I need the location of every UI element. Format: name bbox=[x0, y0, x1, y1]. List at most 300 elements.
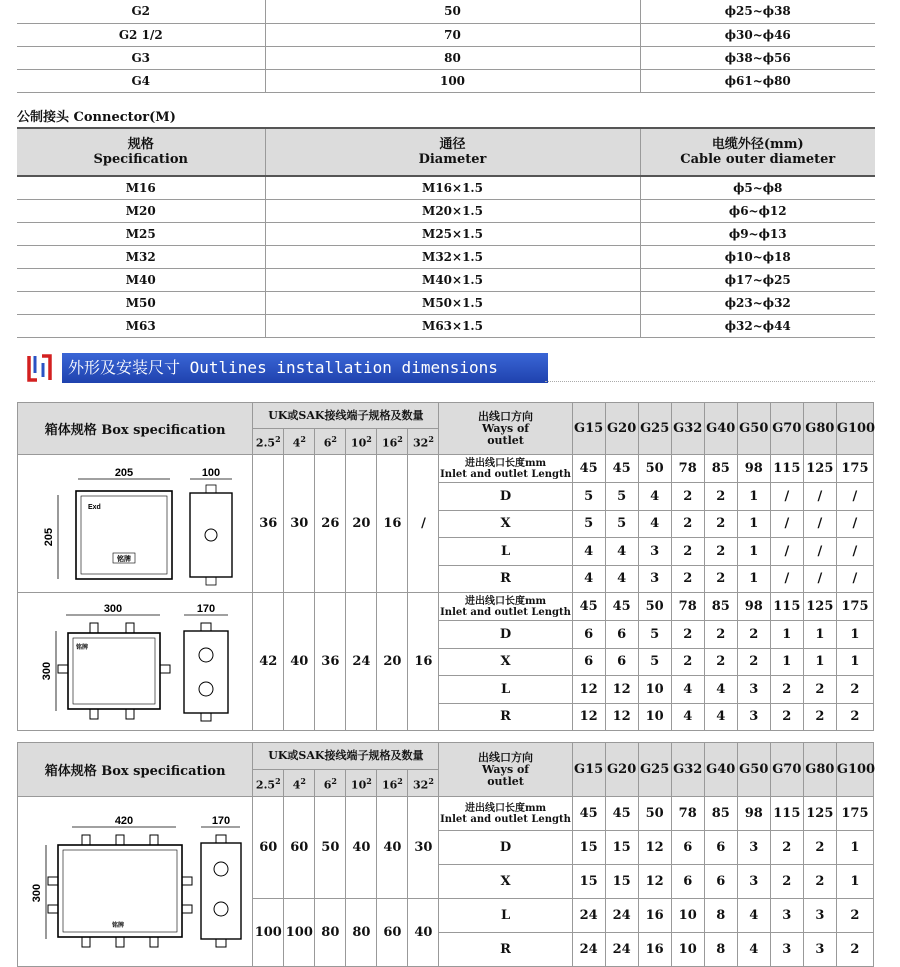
table-cell: 12 bbox=[572, 676, 605, 704]
table-row bbox=[17, 199, 875, 222]
table-cell: G3 bbox=[17, 46, 265, 69]
table-cell: 3 bbox=[737, 865, 770, 899]
table-cell: 70 bbox=[265, 23, 640, 46]
table-cell: 3 bbox=[737, 676, 770, 704]
direction-label: D bbox=[439, 621, 572, 649]
table-cell: M50×1.5 bbox=[265, 291, 640, 314]
svg-text:Exd: Exd bbox=[88, 503, 101, 511]
table-cell: 2 bbox=[671, 483, 704, 511]
table-cell: 1 bbox=[836, 621, 873, 649]
gland-size-header: G40 bbox=[704, 403, 737, 455]
length-value: 98 bbox=[737, 593, 770, 621]
table-cell: 5 bbox=[638, 621, 671, 649]
box-spec-header: 箱体规格 Box specification bbox=[18, 743, 253, 797]
terminal-size: 10 bbox=[350, 778, 367, 792]
length-value: 50 bbox=[638, 797, 671, 831]
table-cell: 80 bbox=[265, 46, 640, 69]
square-superscript: 2 bbox=[397, 434, 403, 445]
table-cell: 10 bbox=[671, 933, 704, 967]
table-cell: 5 bbox=[572, 510, 605, 538]
table-cell: 3 bbox=[737, 831, 770, 865]
terminal-size-header bbox=[284, 429, 315, 455]
terminal-size-header bbox=[346, 429, 377, 455]
terminal-size: 16 bbox=[381, 436, 398, 450]
length-value: 45 bbox=[605, 593, 638, 621]
terminal-count: 36 bbox=[315, 593, 346, 731]
terminal-size-header bbox=[408, 429, 439, 455]
table-cell: 2 bbox=[770, 676, 803, 704]
table-cell: 1 bbox=[737, 565, 770, 593]
terminal-count: 26 bbox=[315, 455, 346, 593]
table-cell: 15 bbox=[605, 865, 638, 899]
terminal-size: 2.5 bbox=[255, 436, 276, 450]
table-cell: 6 bbox=[704, 831, 737, 865]
table-cell: / bbox=[836, 510, 873, 538]
table-cell: M16×1.5 bbox=[265, 176, 640, 199]
table-cell: / bbox=[836, 538, 873, 566]
table-cell: 6 bbox=[572, 621, 605, 649]
terminal-size: 2.5 bbox=[255, 778, 276, 792]
dimension-table-1 bbox=[17, 402, 874, 731]
direction-label: R bbox=[439, 703, 572, 731]
table-cell: M40 bbox=[17, 268, 265, 291]
gland-size-header: G100 bbox=[836, 403, 873, 455]
table-cell: 8 bbox=[704, 899, 737, 933]
table-cell: ϕ5~ϕ8 bbox=[640, 176, 875, 199]
table-cell: 2 bbox=[803, 831, 836, 865]
table-cell: 24 bbox=[572, 933, 605, 967]
terminal-count: 60 bbox=[284, 797, 315, 899]
svg-text:铭牌: 铭牌 bbox=[76, 643, 89, 651]
length-label-zh: 进出线口长度mm bbox=[464, 457, 547, 469]
table-cell: / bbox=[803, 483, 836, 511]
table-cell: ϕ9~ϕ13 bbox=[640, 222, 875, 245]
terminal-size-header bbox=[377, 429, 408, 455]
square-superscript: 2 bbox=[428, 775, 434, 786]
terminal-count: 20 bbox=[377, 593, 408, 731]
square-superscript: 2 bbox=[300, 775, 306, 786]
terminal-size: 10 bbox=[350, 436, 367, 450]
table-cell: 2 bbox=[704, 621, 737, 649]
gland-size-header: G100 bbox=[836, 743, 873, 797]
svg-text:170: 170 bbox=[196, 602, 216, 615]
outlet-header bbox=[439, 743, 572, 797]
table-cell: 3 bbox=[803, 933, 836, 967]
terminal-count: 80 bbox=[346, 899, 377, 967]
table-cell: 12 bbox=[605, 676, 638, 704]
length-value: 115 bbox=[770, 797, 803, 831]
table-cell: 6 bbox=[704, 865, 737, 899]
terminal-size-header bbox=[346, 770, 377, 797]
box-drawing-cell bbox=[18, 797, 253, 967]
table-cell: 10 bbox=[638, 703, 671, 731]
table-cell: 2 bbox=[770, 703, 803, 731]
table-cell: 100 bbox=[265, 69, 640, 92]
gland-size-header: G32 bbox=[671, 743, 704, 797]
table-cell: 1 bbox=[836, 865, 873, 899]
table-cell: 2 bbox=[770, 865, 803, 899]
square-superscript: 2 bbox=[275, 434, 281, 445]
terminal-count: 24 bbox=[346, 593, 377, 731]
table-cell: 24 bbox=[605, 933, 638, 967]
terminal-count: 30 bbox=[408, 797, 439, 899]
header-specification: 规格 Specification bbox=[17, 128, 265, 176]
terminal-size-header bbox=[253, 770, 284, 797]
svg-text:铭牌: 铭牌 bbox=[112, 922, 125, 929]
table-cell: 5 bbox=[605, 510, 638, 538]
direction-label: L bbox=[439, 899, 572, 933]
length-value: 175 bbox=[836, 593, 873, 621]
header-cable-diameter: 电缆外径(mm) Cable outer diameter bbox=[640, 128, 875, 176]
table-cell: 12 bbox=[572, 703, 605, 731]
table-cell: 15 bbox=[572, 865, 605, 899]
length-label bbox=[439, 593, 572, 621]
table-cell: ϕ23~ϕ32 bbox=[640, 291, 875, 314]
svg-text:300: 300 bbox=[103, 602, 123, 615]
terminal-count: 40 bbox=[377, 797, 408, 899]
table-row bbox=[17, 314, 875, 337]
table-cell: 3 bbox=[803, 899, 836, 933]
table-cell: 2 bbox=[803, 703, 836, 731]
table-row bbox=[17, 23, 875, 46]
length-value: 115 bbox=[770, 455, 803, 483]
table-row bbox=[18, 797, 874, 831]
terminal-size-header bbox=[377, 770, 408, 797]
terminal-count: 100 bbox=[253, 899, 284, 967]
length-value: 78 bbox=[671, 455, 704, 483]
table-row bbox=[18, 455, 874, 483]
table-cell: ϕ30~ϕ46 bbox=[640, 23, 875, 46]
terminal-count: / bbox=[408, 455, 439, 593]
gland-size-header: G15 bbox=[572, 743, 605, 797]
terminal-count: 40 bbox=[346, 797, 377, 899]
table-cell: 15 bbox=[572, 831, 605, 865]
table-cell: M50 bbox=[17, 291, 265, 314]
length-value: 50 bbox=[638, 455, 671, 483]
table-cell: 3 bbox=[737, 703, 770, 731]
table-row bbox=[17, 222, 875, 245]
length-value: 50 bbox=[638, 593, 671, 621]
table-cell: 6 bbox=[572, 648, 605, 676]
table-cell: 4 bbox=[737, 899, 770, 933]
table-cell: ϕ17~ϕ25 bbox=[640, 268, 875, 291]
table-cell: 2 bbox=[704, 565, 737, 593]
square-superscript: 2 bbox=[300, 434, 306, 445]
length-value: 85 bbox=[704, 593, 737, 621]
terminal-size: 32 bbox=[413, 778, 429, 792]
terminal-header: UK或SAK接线端子规格及数量 bbox=[253, 403, 439, 429]
table-cell: 2 bbox=[836, 703, 873, 731]
length-value: 125 bbox=[803, 797, 836, 831]
table-cell: 2 bbox=[836, 676, 873, 704]
table-cell: / bbox=[836, 565, 873, 593]
table-cell: / bbox=[770, 565, 803, 593]
square-superscript: 2 bbox=[428, 434, 434, 445]
direction-label: R bbox=[439, 565, 572, 593]
gland-size-header: G25 bbox=[638, 403, 671, 455]
table-cell: 10 bbox=[638, 676, 671, 704]
gland-size-header: G20 bbox=[605, 403, 638, 455]
outlet-header-line: Ways of bbox=[482, 421, 530, 435]
table-cell: 1 bbox=[770, 648, 803, 676]
length-value: 125 bbox=[803, 455, 836, 483]
table-cell: 1 bbox=[737, 538, 770, 566]
terminal-count: 30 bbox=[284, 455, 315, 593]
header-diameter: 通径 Diameter bbox=[265, 128, 640, 176]
table-cell: 5 bbox=[572, 483, 605, 511]
table-cell: G2 1/2 bbox=[17, 23, 265, 46]
table-cell: 2 bbox=[671, 648, 704, 676]
table-cell: 12 bbox=[638, 865, 671, 899]
terminal-count: 60 bbox=[253, 797, 284, 899]
table-cell: 2 bbox=[770, 831, 803, 865]
box-outline-drawing-300 bbox=[18, 595, 252, 725]
gland-size-header: G70 bbox=[770, 743, 803, 797]
table-cell: 3 bbox=[770, 933, 803, 967]
table-cell: / bbox=[803, 510, 836, 538]
square-superscript: 2 bbox=[397, 775, 403, 786]
length-label-zh: 进出线口长度mm bbox=[464, 595, 547, 607]
svg-text:100: 100 bbox=[201, 466, 221, 479]
terminal-size: 4 bbox=[292, 436, 301, 450]
table-cell: G2 bbox=[17, 0, 265, 23]
table-cell: 2 bbox=[836, 899, 873, 933]
table-cell: M20 bbox=[17, 199, 265, 222]
length-value: 175 bbox=[836, 455, 873, 483]
table-cell: 2 bbox=[737, 621, 770, 649]
table-cell: 4 bbox=[737, 933, 770, 967]
table-cell: 4 bbox=[704, 676, 737, 704]
table-cell: / bbox=[770, 510, 803, 538]
terminal-count: 40 bbox=[284, 593, 315, 731]
table-cell: M25×1.5 bbox=[265, 222, 640, 245]
gland-size-header: G80 bbox=[803, 743, 836, 797]
square-superscript: 2 bbox=[275, 775, 281, 786]
svg-text:420: 420 bbox=[114, 815, 134, 827]
direction-label: X bbox=[439, 865, 572, 899]
length-value: 98 bbox=[737, 455, 770, 483]
table-cell: M16 bbox=[17, 176, 265, 199]
table-cell: M20×1.5 bbox=[265, 199, 640, 222]
direction-label: L bbox=[439, 676, 572, 704]
length-label-zh: 进出线口长度mm bbox=[464, 802, 547, 814]
table-cell: 10 bbox=[671, 899, 704, 933]
length-value: 175 bbox=[836, 797, 873, 831]
header-row bbox=[18, 743, 874, 770]
table-cell: M32 bbox=[17, 245, 265, 268]
table-cell: / bbox=[770, 483, 803, 511]
terminal-count: 16 bbox=[408, 593, 439, 731]
length-label-en: Inlet and outlet Length bbox=[440, 468, 571, 480]
section-title: 外形及安装尺寸 Outlines installation dimensions bbox=[62, 353, 548, 383]
direction-label: D bbox=[439, 483, 572, 511]
table-row bbox=[17, 46, 875, 69]
table-cell: 2 bbox=[671, 621, 704, 649]
outlet-header-line: outlet bbox=[487, 433, 524, 447]
table-cell: / bbox=[803, 565, 836, 593]
table-cell: 6 bbox=[671, 831, 704, 865]
table-row bbox=[17, 0, 875, 23]
terminal-size: 6 bbox=[323, 436, 332, 450]
length-label bbox=[439, 455, 572, 483]
length-value: 45 bbox=[572, 455, 605, 483]
box-outline-drawing-205 bbox=[18, 457, 252, 587]
table-cell: 6 bbox=[605, 648, 638, 676]
table-cell: 4 bbox=[638, 510, 671, 538]
terminal-count: 80 bbox=[315, 899, 346, 967]
table-cell: 2 bbox=[704, 510, 737, 538]
dimension-table-2 bbox=[17, 742, 874, 967]
connector-table bbox=[17, 127, 875, 338]
table-cell: M25 bbox=[17, 222, 265, 245]
table-cell: ϕ25~ϕ38 bbox=[640, 0, 875, 23]
table-cell: 3 bbox=[638, 538, 671, 566]
terminal-size: 4 bbox=[292, 778, 301, 792]
table-cell: 8 bbox=[704, 933, 737, 967]
table-cell: 6 bbox=[671, 865, 704, 899]
gland-size-header: G15 bbox=[572, 403, 605, 455]
length-value: 45 bbox=[572, 593, 605, 621]
length-label-en: Inlet and outlet Length bbox=[440, 606, 571, 618]
brand-logo-icon bbox=[25, 353, 55, 383]
terminal-count: 20 bbox=[346, 455, 377, 593]
table-cell: M63×1.5 bbox=[265, 314, 640, 337]
table-cell: 24 bbox=[572, 899, 605, 933]
table-cell: 24 bbox=[605, 899, 638, 933]
terminal-size: 6 bbox=[323, 778, 332, 792]
table-cell: 2 bbox=[836, 933, 873, 967]
table-cell: 2 bbox=[704, 538, 737, 566]
table-cell: M63 bbox=[17, 314, 265, 337]
length-value: 45 bbox=[605, 797, 638, 831]
direction-label: X bbox=[439, 648, 572, 676]
length-value: 45 bbox=[572, 797, 605, 831]
gland-size-header: G32 bbox=[671, 403, 704, 455]
table-cell: 3 bbox=[770, 899, 803, 933]
table-cell: / bbox=[836, 483, 873, 511]
table-cell: 5 bbox=[605, 483, 638, 511]
box-drawing-cell bbox=[18, 455, 253, 593]
outlet-header-line: outlet bbox=[487, 774, 524, 788]
box-outline-drawing-420 bbox=[18, 797, 252, 962]
direction-label: L bbox=[439, 538, 572, 566]
table-cell: ϕ61~ϕ80 bbox=[640, 69, 875, 92]
table-cell: 2 bbox=[671, 565, 704, 593]
table-cell: 4 bbox=[605, 538, 638, 566]
gland-size-header: G70 bbox=[770, 403, 803, 455]
terminal-size-header bbox=[315, 429, 346, 455]
length-value: 45 bbox=[605, 455, 638, 483]
table-cell: M32×1.5 bbox=[265, 245, 640, 268]
thread-size-table bbox=[17, 0, 875, 93]
terminal-count: 60 bbox=[377, 899, 408, 967]
table-cell: 5 bbox=[638, 648, 671, 676]
length-label bbox=[439, 797, 572, 831]
table-cell: 2 bbox=[671, 538, 704, 566]
table-cell: 12 bbox=[605, 703, 638, 731]
table-cell: 2 bbox=[704, 648, 737, 676]
table-cell: G4 bbox=[17, 69, 265, 92]
table-cell: 2 bbox=[671, 510, 704, 538]
svg-text:170: 170 bbox=[211, 815, 231, 827]
terminal-size-header bbox=[253, 429, 284, 455]
table-cell: 6 bbox=[605, 621, 638, 649]
table-cell: ϕ10~ϕ18 bbox=[640, 245, 875, 268]
table-cell: / bbox=[803, 538, 836, 566]
terminal-count: 100 bbox=[284, 899, 315, 967]
terminal-size-header bbox=[284, 770, 315, 797]
box-spec-header: 箱体规格 Box specification bbox=[18, 403, 253, 455]
length-label-en: Inlet and outlet Length bbox=[440, 813, 571, 825]
length-value: 78 bbox=[671, 797, 704, 831]
table-cell: 1 bbox=[803, 621, 836, 649]
outlet-header bbox=[439, 403, 572, 455]
square-superscript: 2 bbox=[366, 775, 372, 786]
table-cell: 4 bbox=[572, 565, 605, 593]
table-cell: 1 bbox=[737, 510, 770, 538]
gland-size-header: G50 bbox=[737, 743, 770, 797]
table-cell: 1 bbox=[836, 831, 873, 865]
terminal-count: 16 bbox=[377, 455, 408, 593]
terminal-count: 40 bbox=[408, 899, 439, 967]
svg-text:205: 205 bbox=[43, 527, 56, 546]
table-cell: 16 bbox=[638, 899, 671, 933]
table-cell: 12 bbox=[638, 831, 671, 865]
table-cell: 16 bbox=[638, 933, 671, 967]
terminal-count: 42 bbox=[253, 593, 284, 731]
svg-text:铭牌: 铭牌 bbox=[117, 553, 132, 563]
table-cell: 2 bbox=[803, 676, 836, 704]
table-row bbox=[17, 176, 875, 199]
table-row bbox=[17, 245, 875, 268]
terminal-size-header bbox=[315, 770, 346, 797]
table-cell: 15 bbox=[605, 831, 638, 865]
box-drawing-cell bbox=[18, 593, 253, 731]
terminal-count: 50 bbox=[315, 797, 346, 899]
length-value: 115 bbox=[770, 593, 803, 621]
outlet-header-line: 出线口方向 bbox=[478, 750, 534, 764]
length-value: 98 bbox=[737, 797, 770, 831]
header-row bbox=[18, 403, 874, 429]
square-superscript: 2 bbox=[366, 434, 372, 445]
direction-label: R bbox=[439, 933, 572, 967]
table-cell: 4 bbox=[638, 483, 671, 511]
gland-size-header: G80 bbox=[803, 403, 836, 455]
square-superscript: 2 bbox=[331, 434, 337, 445]
svg-text:300: 300 bbox=[41, 661, 54, 680]
table-cell: / bbox=[770, 538, 803, 566]
direction-label: X bbox=[439, 510, 572, 538]
table-cell: ϕ6~ϕ12 bbox=[640, 199, 875, 222]
table-cell: M40×1.5 bbox=[265, 268, 640, 291]
table-cell: 1 bbox=[770, 621, 803, 649]
terminal-size: 32 bbox=[413, 436, 429, 450]
table-cell: 4 bbox=[671, 676, 704, 704]
length-value: 125 bbox=[803, 593, 836, 621]
table-cell: 3 bbox=[638, 565, 671, 593]
table-cell: 1 bbox=[803, 648, 836, 676]
outlet-header-line: Ways of bbox=[482, 762, 530, 776]
table-cell: 50 bbox=[265, 0, 640, 23]
table-cell: ϕ32~ϕ44 bbox=[640, 314, 875, 337]
table-cell: 2 bbox=[704, 483, 737, 511]
table-cell: 4 bbox=[704, 703, 737, 731]
terminal-count: 36 bbox=[253, 455, 284, 593]
outlet-header-line: 出线口方向 bbox=[478, 409, 534, 423]
table-row bbox=[18, 593, 874, 621]
length-value: 85 bbox=[704, 455, 737, 483]
terminal-header: UK或SAK接线端子规格及数量 bbox=[253, 743, 439, 770]
